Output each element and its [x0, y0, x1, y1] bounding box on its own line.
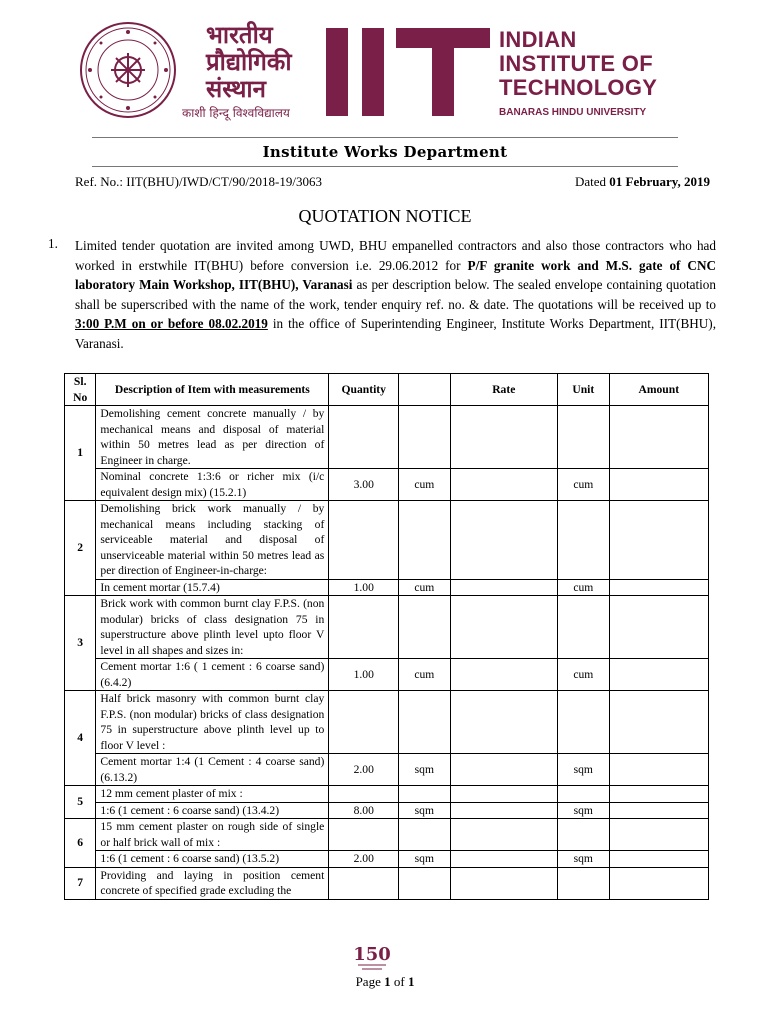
item-description: 12 mm cement plaster of mix :	[96, 786, 329, 803]
deadline: 3:00 P.M on or before 08.02.2019	[75, 316, 268, 331]
table-row	[65, 691, 709, 754]
item-sl: 7	[65, 867, 96, 899]
header-unit: Unit	[558, 374, 610, 406]
paragraph-text-1: Limited tender quotation are invited among UWD, BHU empanelled contractors and also those contractors who had worked in erstwhile IT(BHU) before conversion i.e. 29.06.2012 for	[75, 238, 716, 273]
page-number	[0, 974, 770, 990]
english-line-2: INSTITUTE OF	[499, 51, 653, 76]
header-rate: Rate	[450, 374, 558, 406]
dated-label: Dated	[574, 174, 610, 189]
anniversary-150-logo	[352, 940, 392, 972]
item-sub-description: Nominal concrete 1:3:6 or richer mix (i/c equivalent design mix) (15.2.1)	[96, 469, 329, 501]
date-line	[575, 174, 710, 190]
english-university-name: BANARAS HINDU UNIVERSITY	[499, 107, 647, 118]
item-sub-description: Cement mortar 1:6 ( 1 cement : 6 coarse sand) (6.4.2)	[96, 659, 329, 691]
item-description: Half brick masonry with common burnt clay F.P.S. (non modular) bricks of class designation 75 in superstructure above plinth level up to floor V level :	[96, 691, 329, 754]
table-row	[65, 867, 709, 899]
table-row	[65, 851, 709, 868]
table-row	[65, 786, 709, 803]
item-description: 15 mm cement plaster on rough side of single or half brick wall of mix :	[96, 819, 329, 851]
english-institute-name	[499, 28, 657, 100]
header-description: Description of Item with measurements	[96, 374, 329, 406]
table-row	[65, 406, 709, 469]
item-sl: 1	[65, 406, 96, 501]
header-blank	[399, 374, 450, 406]
page-mid: of	[390, 974, 408, 989]
paragraph-text-2: as per description below. The sealed envelope containing quotation shall be superscribed with the name of the work, tender enquiry ref. no. & date. The quotations will be received up to	[75, 277, 716, 312]
table-row	[65, 579, 709, 596]
table-row	[65, 659, 709, 691]
item-description: Demolishing brick work manually / by mechanical means including stacking of serviceable material and disposal of unserviceable material within 50 metres lead as per direction of Engineer-in-charge:	[96, 501, 329, 580]
hindi-line-2: प्रौद्योगिकी	[206, 48, 292, 76]
table-row	[65, 754, 709, 786]
item-sub-description: 1:6 (1 cement : 6 coarse sand) (13.4.2)	[96, 802, 329, 819]
table-row	[65, 596, 709, 659]
item-quantity-unit: cum	[399, 579, 450, 596]
header-divider-bottom	[92, 166, 678, 167]
paragraph-number: 1.	[48, 236, 58, 251]
reference-number: Ref. No.: IIT(BHU)/IWD/CT/90/2018-19/3063	[75, 174, 322, 189]
dated-value: 01 February, 2019	[609, 174, 710, 189]
page-prefix: Page	[355, 974, 385, 989]
header-quantity: Quantity	[329, 374, 399, 406]
item-description: Providing and laying in position cement concrete of specified grade excluding the	[96, 867, 329, 899]
hindi-institute-name	[206, 22, 292, 103]
work-name: P/F granite work and M.S. gate of CNC laboratory Main Workshop, IIT(BHU), Varanasi	[75, 257, 717, 292]
item-quantity: 2.00	[329, 754, 399, 786]
item-quantity: 1.00	[329, 659, 399, 691]
table-header-row	[65, 374, 709, 406]
hindi-line-1: भारतीय	[206, 21, 273, 49]
item-rate-unit: sqm	[558, 851, 610, 868]
table-row	[65, 469, 709, 501]
item-quantity-unit: sqm	[399, 802, 450, 819]
item-quantity-unit: sqm	[399, 754, 450, 786]
item-quantity: 1.00	[329, 579, 399, 596]
item-sub-description: In cement mortar (15.7.4)	[96, 579, 329, 596]
anniversary-logo-text: 150	[353, 944, 391, 965]
english-line-3: TECHNOLOGY	[499, 75, 658, 100]
institute-seal-logo	[78, 20, 178, 120]
header-sl-no: Sl. No	[65, 374, 96, 406]
notice-paragraph	[75, 236, 716, 353]
item-sub-description: Cement mortar 1:4 (1 Cement : 4 coarse sand) (6.13.2)	[96, 754, 329, 786]
item-sl: 6	[65, 819, 96, 868]
item-sl: 2	[65, 501, 96, 596]
table-row	[65, 819, 709, 851]
item-quantity: 3.00	[329, 469, 399, 501]
item-sl: 3	[65, 596, 96, 691]
header-divider-top	[92, 137, 678, 138]
item-sl: 4	[65, 691, 96, 786]
iit-logo	[322, 28, 492, 116]
item-sub-description: 1:6 (1 cement : 6 coarse sand) (13.5.2)	[96, 851, 329, 868]
item-rate-unit: cum	[558, 659, 610, 691]
notice-title: QUOTATION NOTICE	[298, 206, 472, 226]
letterhead	[0, 0, 770, 130]
item-quantity-unit: cum	[399, 469, 450, 501]
item-rate-unit: cum	[558, 469, 610, 501]
item-quantity: 2.00	[329, 851, 399, 868]
hindi-line-3: संस्थान	[206, 75, 266, 103]
item-rate-unit: sqm	[558, 754, 610, 786]
table-row	[65, 501, 709, 580]
item-quantity-unit: cum	[399, 659, 450, 691]
paragraph-text-3: in the office of Superintending Engineer, Institute Works Department, IIT(BHU), Varanasi.	[75, 316, 716, 351]
item-description: Demolishing cement concrete manually / by mechanical means and disposal of material within 50 metres lead as per direction of Engineer in charge.	[96, 406, 329, 469]
item-rate-unit: cum	[558, 579, 610, 596]
english-line-1: INDIAN	[499, 27, 577, 52]
quotation-table	[64, 373, 709, 900]
item-rate-unit: sqm	[558, 802, 610, 819]
table-row	[65, 802, 709, 819]
page-total: 1	[407, 974, 415, 989]
hindi-university-name: काशी हिन्दू विश्वविद्यालय	[182, 106, 290, 120]
page-current: 1	[384, 974, 391, 989]
item-description: Brick work with common burnt clay F.P.S. (non modular) bricks of class designation 75 in superstructure above plinth level upto floor V level in all shapes and sizes in:	[96, 596, 329, 659]
item-sl: 5	[65, 786, 96, 819]
item-quantity: 8.00	[329, 802, 399, 819]
item-quantity-unit: sqm	[399, 851, 450, 868]
department-name: Institute Works Department	[262, 143, 508, 161]
header-amount: Amount	[609, 374, 708, 406]
